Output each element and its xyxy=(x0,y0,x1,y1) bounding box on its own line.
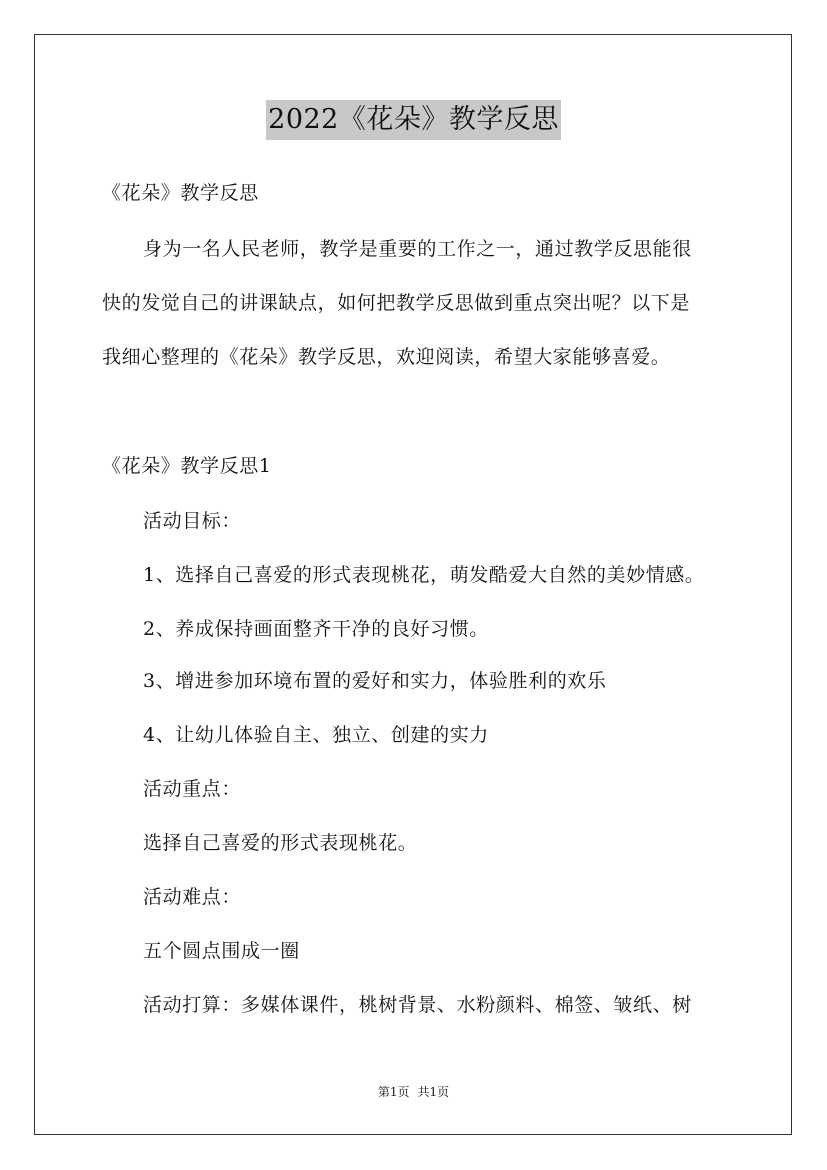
difficulty-label: 活动难点： xyxy=(143,886,242,908)
section-heading: 《花朵》教学反思1 xyxy=(102,455,272,477)
goal-item-4: 4、让幼儿体验自主、独立、创建的实力 xyxy=(143,724,489,746)
goal-item-3: 3、增进参加环境布置的爱好和实力，体验胜利的欢乐 xyxy=(143,670,607,692)
goals-label: 活动目标： xyxy=(143,510,242,532)
page-footer xyxy=(0,1084,827,1100)
goal-item-2: 2、养成保持画面整齐干净的良好习惯。 xyxy=(143,618,489,640)
document-title: 2022《花朵》教学反思 xyxy=(266,100,561,140)
prep-text: 活动打算：多媒体课件，桃树背景、水粉颜料、棉签、皱纸、树 xyxy=(143,994,692,1016)
page-total: 共1页 xyxy=(417,1085,450,1099)
document-subtitle: 《花朵》教学反思 xyxy=(102,182,259,204)
key-label: 活动重点： xyxy=(143,778,242,800)
intro-line-1: 身为一名人民老师，教学是重要的工作之一，通过教学反思能很 xyxy=(143,238,692,260)
page-number: 第1页 xyxy=(377,1085,410,1099)
difficulty-text: 五个圆点围成一圈 xyxy=(143,940,300,962)
intro-line-2: 快的发觉自己的讲课缺点，如何把教学反思做到重点突出呢？以下是 xyxy=(102,292,691,314)
intro-line-3: 我细心整理的《花朵》教学反思，欢迎阅读，希望大家能够喜爱。 xyxy=(102,346,671,368)
goal-item-1: 1、选择自己喜爱的形式表现桃花，萌发酷爱大自然的美妙情感。 xyxy=(143,564,705,586)
key-text: 选择自己喜爱的形式表现桃花。 xyxy=(143,832,418,854)
title-container xyxy=(0,100,827,140)
